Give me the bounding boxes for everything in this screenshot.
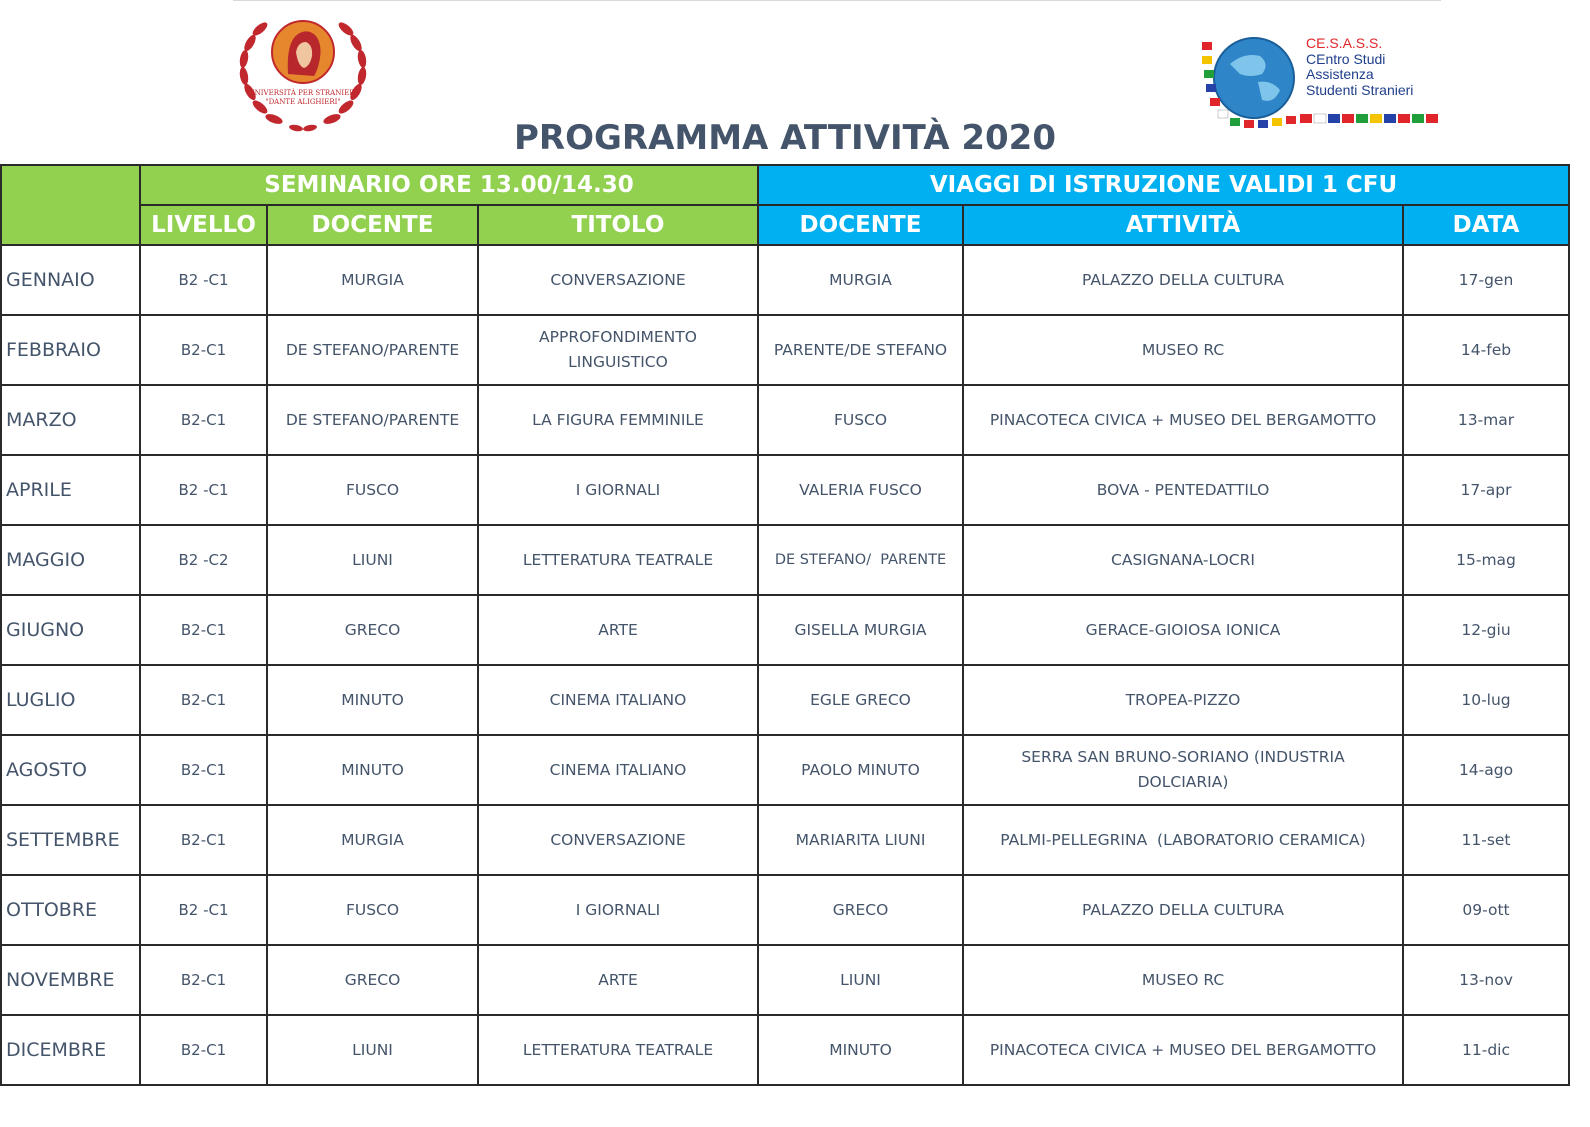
table-row [1,525,1569,595]
cell-mese: NOVEMBRE [1,945,140,1015]
cell-docente-seminario: LIUNI [267,1015,478,1085]
col-header-docente-viaggi: DOCENTE [758,205,963,245]
cell-docente-seminario: MINUTO [267,735,478,805]
cell-livello: B2-C1 [140,1015,267,1085]
cell-docente-viaggi: PAOLO MINUTO [758,735,963,805]
cell-docente-seminario: LIUNI [267,525,478,595]
cell-livello: B2 -C1 [140,245,267,315]
cell-titolo: CINEMA ITALIANO [478,735,758,805]
cell-data: 17-apr [1403,455,1569,525]
table-row [1,945,1569,1015]
cell-titolo: ARTE [478,595,758,665]
cell-data: 12-giu [1403,595,1569,665]
cell-mese: DICEMBRE [1,1015,140,1085]
cell-livello: B2-C1 [140,595,267,665]
cell-livello: B2-C1 [140,735,267,805]
cell-docente-viaggi: MINUTO [758,1015,963,1085]
cesass-line-2: CEntro Studi [1306,50,1386,67]
cell-titolo: I GIORNALI [478,455,758,525]
cell-docente-seminario: MINUTO [267,665,478,735]
seminario-group-header: SEMINARIO ORE 13.00/14.30 [140,165,758,205]
activities-table [0,164,1570,1086]
cell-attivita: PALAZZO DELLA CULTURA [963,245,1403,315]
table-row [1,315,1569,385]
cell-docente-seminario: FUSCO [267,455,478,525]
cell-livello: B2-C1 [140,385,267,455]
cell-docente-seminario: MURGIA [267,245,478,315]
viaggi-group-header: VIAGGI DI ISTRUZIONE VALIDI 1 CFU [758,165,1569,205]
cell-docente-seminario: MURGIA [267,805,478,875]
cell-mese: FEBBRAIO [1,315,140,385]
col-header-data: DATA [1403,205,1569,245]
table-row [1,245,1569,315]
cell-mese: LUGLIO [1,665,140,735]
cell-livello: B2 -C1 [140,875,267,945]
cell-data: 11-dic [1403,1015,1569,1085]
cell-docente-viaggi: MARIARITA LIUNI [758,805,963,875]
cell-attivita: SERRA SAN BRUNO-SORIANO (INDUSTRIA DOLCIARIA) [963,735,1403,805]
cell-mese: AGOSTO [1,735,140,805]
table-row [1,665,1569,735]
cell-mese: GENNAIO [1,245,140,315]
table-row [1,1015,1569,1085]
cell-docente-viaggi: GISELLA MURGIA [758,595,963,665]
cell-docente-viaggi: DE STEFANO/ PARENTE [758,525,963,595]
cell-mese: APRILE [1,455,140,525]
cell-titolo: LETTERATURA TEATRALE [478,1015,758,1085]
cell-docente-viaggi: PARENTE/DE STEFANO [758,315,963,385]
cell-livello: B2 -C1 [140,455,267,525]
cell-attivita: TROPEA-PIZZO [963,665,1403,735]
cell-livello: B2-C1 [140,665,267,735]
cell-attivita: PALAZZO DELLA CULTURA [963,875,1403,945]
cell-titolo: CONVERSAZIONE [478,245,758,315]
cell-attivita: MUSEO RC [963,315,1403,385]
cell-docente-seminario: DE STEFANO/PARENTE [267,385,478,455]
cell-data: 13-nov [1403,945,1569,1015]
cell-titolo: APPROFONDIMENTO LINGUISTICO [478,315,758,385]
cell-titolo: CINEMA ITALIANO [478,665,758,735]
cell-data: 14-feb [1403,315,1569,385]
cell-titolo: CONVERSAZIONE [478,805,758,875]
cell-attivita: CASIGNANA-LOCRI [963,525,1403,595]
page-title: PROGRAMMA ATTIVITÀ 2020 [513,118,1056,158]
table-row [1,735,1569,805]
cell-data: 13-mar [1403,385,1569,455]
cell-titolo: ARTE [478,945,758,1015]
cell-attivita: PALMI-PELLEGRINA (LABORATORIO CERAMICA) [963,805,1403,875]
seal-text-top: UNIVERSITÀ PER STRANIERI [248,89,358,97]
cell-mese: GIUGNO [1,595,140,665]
cell-data: 15-mag [1403,525,1569,595]
top-rule [233,0,1441,1]
cell-mese: OTTOBRE [1,875,140,945]
table-row [1,875,1569,945]
cell-docente-viaggi: VALERIA FUSCO [758,455,963,525]
cell-docente-viaggi: EGLE GRECO [758,665,963,735]
cell-titolo: I GIORNALI [478,875,758,945]
cesass-logo [1200,34,1440,130]
col-header-titolo: TITOLO [478,205,758,245]
cell-attivita: PINACOTECA CIVICA + MUSEO DEL BERGAMOTTO [963,1015,1403,1085]
cell-titolo: LETTERATURA TEATRALE [478,525,758,595]
cell-docente-seminario: FUSCO [267,875,478,945]
globe-icon [1200,34,1304,130]
cell-livello: B2 -C2 [140,525,267,595]
cell-docente-seminario: GRECO [267,595,478,665]
cell-mese: MAGGIO [1,525,140,595]
cell-attivita: MUSEO RC [963,945,1403,1015]
table-row [1,805,1569,875]
cell-titolo: LA FIGURA FEMMINILE [478,385,758,455]
cell-docente-seminario: DE STEFANO/PARENTE [267,315,478,385]
cell-docente-viaggi: GRECO [758,875,963,945]
cell-docente-seminario: GRECO [267,945,478,1015]
cell-docente-viaggi: FUSCO [758,385,963,455]
cell-data: 17-gen [1403,245,1569,315]
cell-attivita: BOVA - PENTEDATTILO [963,455,1403,525]
cesass-line-4: Studenti Stranieri [1306,81,1414,98]
table-row [1,595,1569,665]
cell-mese: SETTEMBRE [1,805,140,875]
col-header-docente-seminario: DOCENTE [267,205,478,245]
col-header-attivita: ATTIVITÀ [963,205,1403,245]
cell-data: 10-lug [1403,665,1569,735]
cell-mese: MARZO [1,385,140,455]
col-header-livello: LIVELLO [140,205,267,245]
cell-livello: B2-C1 [140,315,267,385]
cell-livello: B2-C1 [140,945,267,1015]
table-row [1,385,1569,455]
cesass-text [1306,36,1413,98]
cesass-line-1: CE.S.A.S.S. [1306,35,1383,51]
cesass-line-3: Assistenza [1306,66,1374,82]
corner-cell [1,165,140,245]
cell-livello: B2-C1 [140,805,267,875]
cell-data: 14-ago [1403,735,1569,805]
cell-data: 09-ott [1403,875,1569,945]
table-row [1,455,1569,525]
cell-docente-viaggi: MURGIA [758,245,963,315]
seal-text-bottom: "DANTE ALIGHIERI" [265,98,341,106]
cell-data: 11-set [1403,805,1569,875]
cell-attivita: GERACE-GIOIOSA IONICA [963,595,1403,665]
cell-docente-viaggi: LIUNI [758,945,963,1015]
cell-attivita: PINACOTECA CIVICA + MUSEO DEL BERGAMOTTO [963,385,1403,455]
